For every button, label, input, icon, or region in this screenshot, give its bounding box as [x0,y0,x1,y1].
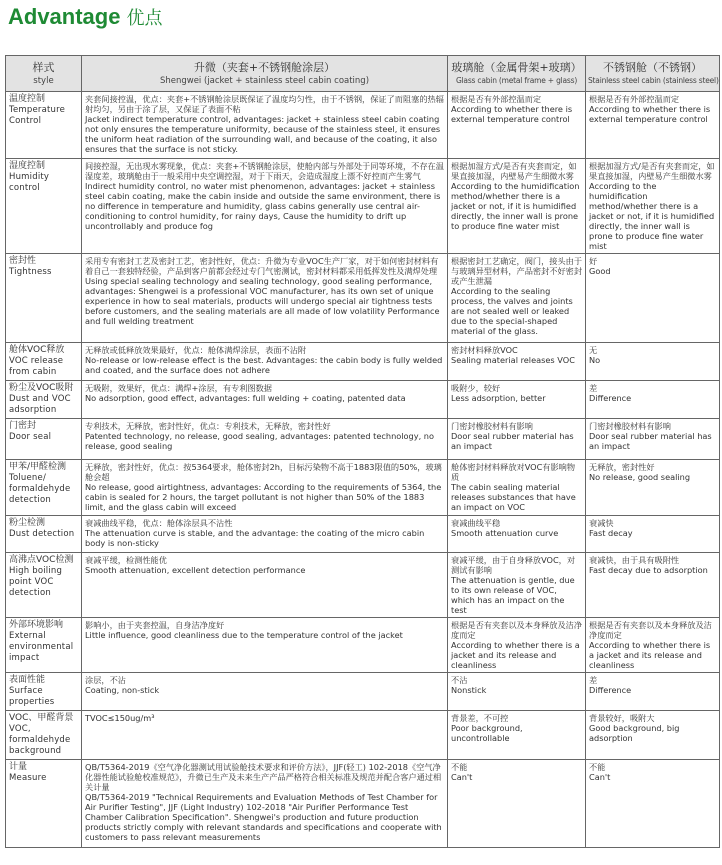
steel-cabin-cell-en-text: Difference [589,393,632,403]
steel-cabin-cell-cn-text: 差 [589,383,598,393]
glass-cabin-cell-cn-text: 衰减平缓，由于自身释放VOC，对测试有影响 [451,555,576,575]
steel-cabin-cell-cn-text: 无 [589,345,598,355]
glass-cabin-cell [448,254,586,343]
steel-cabin-cell [586,343,720,381]
glass-cabin-cell [448,516,586,553]
steel-cabin-cell [586,618,720,673]
steel-cabin-cell-cn-text: 衰减快，由于具有吸附性 [589,555,680,565]
shengwei-cell-cn-text: 无释放，密封性好，优点：按5364要求，舱体密封2h，目标污染物不高于1883限值的50%，玻璃舱会超 [85,462,442,482]
shengwei-cell [82,92,448,159]
table-row-dust-detection [6,516,720,553]
row-label-en-text: Surface properties [9,686,55,707]
row-label-cn-text: 舱体VOC释放 [9,345,65,355]
steel-cabin-cell-cn-text: 不能 [589,762,606,772]
glass-cabin-cell-en-text: According to whether there is external temperature control [451,104,573,124]
table-row-door-seal [6,419,720,460]
shengwei-cell-en-text: Using special sealing technology and sealing technology, good sealing performance, advantages: Shengwei is a professional VOC manufacturer, has its own set of unique experience in how to seal materials, products will undergo special air tightness tests before customers, and the sealing materials are all made of low volatility Performance and full welding treatment [85,276,440,326]
glass-cabin-cell-en-text: Door seal rubber material has an impact [451,431,574,451]
steel-cabin-cell-en-text: Fast decay due to adsorption [589,565,708,575]
row-label-cn-text: 湿度控制 [9,161,46,171]
glass-cabin-cell [448,159,586,254]
row-label [6,711,82,760]
steel-cabin-cell-en-text: According to whether there is a jacket and its release and cleanliness [589,640,711,670]
table-row-dust-voc-adsorption [6,381,720,419]
glass-cabin-cell [448,460,586,516]
table-row-toluene-formaldehyde [6,460,720,516]
table-row-humidity-control [6,159,720,254]
shengwei-cell-en-text: Little influence, good cleanliness due to the temperature control of the jacket [85,630,403,640]
glass-cabin-cell-en-text: Poor background, uncontrollable [451,723,523,743]
table-row-tightness [6,254,720,343]
glass-cabin-cell-en-text: Nonstick [451,685,487,695]
shengwei-cell-en-text: QB/T5364-2019 "Technical Requirements and Evaluation Methods of Test Chamber for Air Purifier Testing", JJF (Light Industry) 102-2018 "Air Purifier Performance Test Chamber Calibration Specification". Shengwei's production and future production products strictly comply with relevant standards and specifications and cooperate with customers to pass relevant measurements [85,792,442,842]
row-label-en-text: VOC release from cabin [9,356,64,377]
steel-cabin-cell-en-text: No release, good sealing [589,472,691,482]
header-glass-cabin: 玻璃舱（金属骨架+玻璃） Glass cabin (metal frame + glass) [448,56,586,92]
glass-cabin-cell-en-text: Can't [451,772,473,782]
glass-cabin-cell-en-text: Smooth attenuation curve [451,528,559,538]
table-row-measure [6,760,720,848]
row-label [6,673,82,711]
steel-cabin-cell [586,419,720,460]
row-label-en-text: Dust and VOC adsorption [9,394,71,415]
shengwei-cell-cn-text: 涂层，不沾 [85,675,126,685]
shengwei-cell [82,553,448,618]
row-label [6,618,82,673]
glass-cabin-cell [448,760,586,848]
shengwei-cell-en-text: TVOC≤150ug/m³ [85,713,155,723]
row-label-cn-text: 高沸点VOC检测 [9,555,74,565]
glass-cabin-cell-en-text: According to the sealing process, the valves and joints are not sealed well or leaked due to the special-shaped material of the glass. [451,286,573,336]
steel-cabin-cell-cn-text: 根据加湿方式/是否有夹套而定，如果直接加湿，内壁易产生细微水雾 [589,161,715,181]
shengwei-cell-en-text: Jacket indirect temperature control, advantages: jacket + stainless steel cabin coating not only ensures the temperature uniformity, because of the stainless steel, it ensures the uniform heat radiation of the surrounding wall, and because of the coating, it also ensures that the surface is not sticky. [85,114,441,154]
row-label-en-text: External environmental impact [9,631,74,663]
glass-cabin-cell-en-text: The attenuation is gentle, due to its own release of VOC, which has an impact on the test [451,575,575,615]
steel-cabin-cell-en-text: Difference [589,685,632,695]
glass-cabin-cell-cn-text: 根据是否有外部控温而定 [451,94,542,104]
shengwei-cell-cn-text: 无吸附，效果好，优点：满焊+涂层，有专利图数据 [85,383,272,393]
row-label-en-text: Tightness [9,267,52,277]
steel-cabin-cell [586,381,720,419]
shengwei-cell-cn-text: 无释放或低释放效果最好，优点：舱体满焊涂层，表面不沾附 [85,345,307,355]
glass-cabin-cell-en-text: Sealing material releases VOC [451,355,575,365]
row-label [6,460,82,516]
header-row [6,56,720,92]
row-label-cn-text: 甲苯/甲醛检测 [9,462,67,472]
row-label-cn-text: 粉尘及VOC吸附 [9,383,74,393]
shengwei-cell-cn-text: 衰减平缓，检测性能优 [85,555,167,565]
glass-cabin-cell-cn-text: 门密封橡胶材料有影响 [451,421,533,431]
header-shengwei: 升微（夹套+不锈钢舱涂层） Shengwei (jacket + stainless steel cabin coating) [82,56,448,92]
table-row-high-boiling-voc [6,553,720,618]
row-label-en-text: Toluene/ formaldehyde detection [9,473,71,505]
steel-cabin-cell-en-text: Can't [589,772,611,782]
shengwei-cell [82,254,448,343]
glass-cabin-cell-cn-text: 吸附少，较好 [451,383,501,393]
glass-cabin-cell [448,553,586,618]
title-english: Advantage [8,4,121,29]
shengwei-cell [82,711,448,760]
glass-cabin-cell-cn-text: 舱体密封材料释放对VOC有影响物质 [451,462,576,482]
steel-cabin-cell [586,460,720,516]
glass-cabin-cell [448,343,586,381]
steel-cabin-cell-en-text: Good background, big adsorption [589,723,680,743]
glass-cabin-cell-en-text: According to the humidification method/whether there is a jacket or not, if it is humidified directly, the inner wall is prone to produce fine water mist [451,181,580,231]
glass-cabin-cell [448,381,586,419]
header-style: 样式 style [6,56,82,92]
row-label [6,254,82,343]
steel-cabin-cell [586,159,720,254]
steel-cabin-cell-cn-text: 无释放，密封性好 [589,462,655,472]
row-label-cn-text: 密封性 [9,256,37,266]
shengwei-cell-en-text: Indirect humidity control, no water mist phenomenon, advantages: jacket + stainless steel cabin coating, make the cabin inside and outside the same environment, there is no difference in temperature and humidity, glass cabins generally use central air-conditioning to control humidity, for rainy days, Cause the humidity to drift up uncontrollably and produce fog [85,181,441,231]
steel-cabin-cell-cn-text: 根据是否有外部控温而定 [589,94,680,104]
shengwei-cell-en-text: No release, good airtightness, advantages: According to the requirements of 5364, the cabin is sealed for 2 hours, the target pollutant is not higher than 50% of the 1883 limit, and the glass cabin will exceed [85,482,442,512]
row-label [6,419,82,460]
shengwei-cell [82,343,448,381]
row-label-cn-text: 计量 [9,762,28,772]
table-row-voc-background [6,711,720,760]
steel-cabin-cell [586,760,720,848]
glass-cabin-cell [448,711,586,760]
row-label-en-text: Temperature Control [9,105,66,126]
steel-cabin-cell-en-text: Fast decay [589,528,633,538]
glass-cabin-cell-cn-text: 不沾 [451,675,468,685]
row-label [6,760,82,848]
row-label [6,516,82,553]
steel-cabin-cell-cn-text: 衰减快 [589,518,614,528]
steel-cabin-cell-cn-text: 根据是否有夹套以及本身释放及洁净度而定 [589,620,712,640]
table-row-external-impact [6,618,720,673]
row-label [6,92,82,159]
comparison-table [5,55,720,848]
steel-cabin-cell-cn-text: 差 [589,675,598,685]
row-label-en-text: Door seal [9,432,52,442]
shengwei-cell-en-text: Patented technology, no release, good sealing, advantages: patented technology, no release, good sealing [85,431,434,451]
row-label-cn-text: 温度控制 [9,94,46,104]
row-label-cn-text: 粉尘检测 [9,518,46,528]
table-row-temperature-control [6,92,720,159]
shengwei-cell [82,618,448,673]
steel-cabin-cell-en-text: According to the humidification method/whether there is a jacket or not, if it is humidified directly, the inner wall is prone to produce fine water mist [589,181,715,251]
row-label-cn-text: VOC、甲醛背景 [9,713,74,723]
steel-cabin-cell [586,711,720,760]
steel-cabin-cell-cn-text: 门密封橡胶材料有影响 [589,421,671,431]
row-label-en-text: Measure [9,773,47,783]
glass-cabin-cell-cn-text: 背景差，不可控 [451,713,509,723]
shengwei-cell [82,673,448,711]
glass-cabin-cell-cn-text: 根据加湿方式/是否有夹套而定，如果直接加湿，内壁易产生细微水雾 [451,161,577,181]
glass-cabin-cell-cn-text: 根据是否有夹套以及本身释放及洁净度而定 [451,620,583,640]
steel-cabin-cell [586,673,720,711]
steel-cabin-cell-en-text: No [589,355,601,365]
shengwei-cell-cn-text: 衰减曲线平稳，优点：舱体涂层具不沾性 [85,518,233,528]
glass-cabin-cell [448,92,586,159]
title-chinese: 优点 [126,8,163,29]
shengwei-cell-cn-text: 夹套间接控温，优点：夹套+不锈钢舱涂层既保证了温度均匀性，由于不锈钢，保证了而阻塞的热辐射均匀，另由于涂了层，又保证了表面不粘 [85,94,444,114]
row-label-en-text: High boiling point VOC detection [9,566,63,598]
shengwei-cell-en-text: The attenuation curve is stable, and the advantage: the coating of the micro cabin body is non-sticky [85,528,425,548]
glass-cabin-cell-en-text: Less adsorption, better [451,393,546,403]
glass-cabin-cell [448,618,586,673]
header-steel-cabin: 不锈钢舱（不锈钢） Stainless steel cabin (stainless steel) [586,56,720,92]
row-label-en-text: Dust detection [9,529,75,539]
shengwei-cell-en-text: Coating, non-stick [85,685,160,695]
shengwei-cell [82,760,448,848]
shengwei-cell [82,516,448,553]
steel-cabin-cell [586,92,720,159]
glass-cabin-cell [448,419,586,460]
shengwei-cell-cn-text: 采用专有密封工艺及密封工艺，密封性好，优点：升微为专业VOC生产厂家，对于如何密封材料有着自己一套独特经验，产品到客户前都会经过专门气密测试，密封材料都采用低挥发性及满焊处理 [85,256,439,276]
glass-cabin-cell-cn-text: 密封材料释放VOC [451,345,518,355]
row-label [6,159,82,254]
row-label [6,553,82,618]
steel-cabin-cell [586,516,720,553]
table-row-voc-release [6,343,720,381]
row-label-cn-text: 外部环境影响 [9,620,64,630]
row-label-cn-text: 门密封 [9,421,37,431]
steel-cabin-cell-cn-text: 背景较好，吸附大 [589,713,655,723]
steel-cabin-cell-cn-text: 好 [589,256,598,266]
steel-cabin-cell-en-text: According to whether there is external temperature control [589,104,711,124]
row-label [6,343,82,381]
shengwei-cell-cn-text: 间接控湿，无出现水雾现象，优点：夹套+不锈钢舱涂层，使舱内部与外部处于同等环境，不存在温湿度差，玻璃舱由于一般采用中央空调控湿，对于下雨天，会造成湿度上漂不好控而产生雾气 [85,161,444,181]
steel-cabin-cell-en-text: Door seal rubber material has an impact [589,431,712,451]
shengwei-cell-en-text: Smooth attenuation, excellent detection performance [85,565,306,575]
shengwei-cell [82,419,448,460]
row-label-cn-text: 表面性能 [9,675,46,685]
glass-cabin-cell-en-text: According to whether there is a jacket and its release and cleanliness [451,640,580,670]
steel-cabin-cell [586,553,720,618]
shengwei-cell [82,460,448,516]
table-row-surface-properties [6,673,720,711]
steel-cabin-cell-en-text: Good [589,266,611,276]
shengwei-cell-en-text: No-release or low-release effect is the best. Advantages: the cabin body is fully welded and coated, and the surface does not adhere [85,355,443,375]
row-label [6,381,82,419]
glass-cabin-cell-cn-text: 根据密封工艺确定，阀门，接头由于与玻璃异型材料，产品密封不好密封或产生泄漏 [451,256,583,286]
shengwei-cell [82,381,448,419]
glass-cabin-cell [448,673,586,711]
row-label-en-text: Humidity control [9,172,50,193]
glass-cabin-cell-en-text: The cabin sealing material releases substances that have an impact on VOC [451,482,576,512]
shengwei-cell-cn-text: QB/T5364-2019《空气净化器测试用试验舱技术要求和评价方法》，JJF(轻工) 102-2018《空气净化器性能试验舱校准规范》，升微已生产及未来生产产品严格符合相关标准及规范并配合客户通过相关计量 [85,762,442,792]
shengwei-cell-cn-text: 专利技术，无释放，密封性好，优点：专利技术，无释放，密封性好 [85,421,331,431]
glass-cabin-cell-cn-text: 不能 [451,762,468,772]
shengwei-cell [82,159,448,254]
shengwei-cell-cn-text: 影响小，由于夹套控温，自身洁净度好 [85,620,225,630]
steel-cabin-cell [586,254,720,343]
shengwei-cell-en-text: No adsorption, good effect, advantages: full welding + coating, patented data [85,393,406,403]
row-label-en-text: VOC, formaldehyde background [9,724,71,756]
glass-cabin-cell-cn-text: 衰减曲线平稳 [451,518,501,528]
page-title [8,0,162,34]
